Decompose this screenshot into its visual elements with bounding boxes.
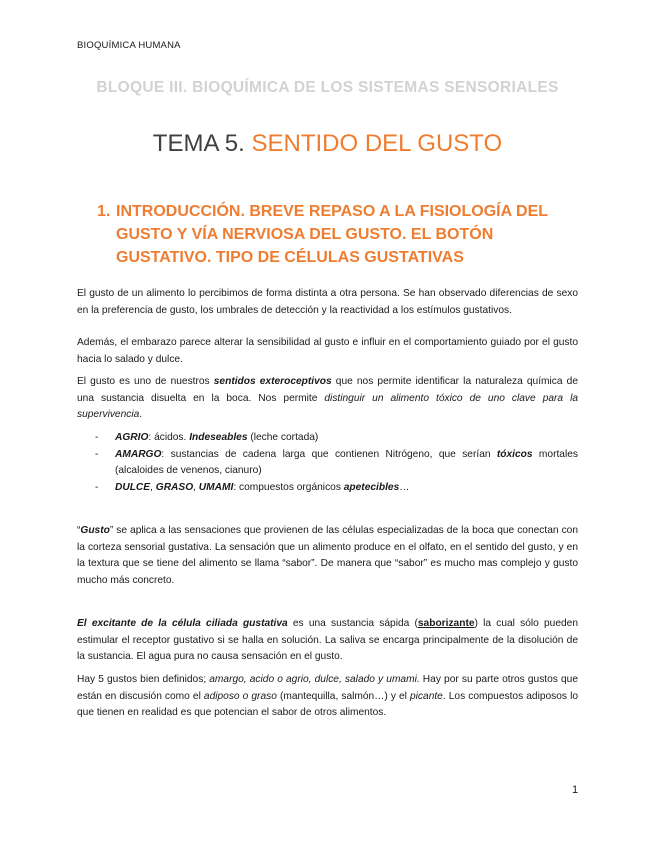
paragraph-4 xyxy=(77,523,578,589)
list-item xyxy=(95,447,578,480)
bullet-dash: - xyxy=(95,448,99,460)
p6-text-c: Hay por su parte otros gustos que están en discusión como el xyxy=(77,674,579,702)
p6-text-a: Hay 5 gustos bien definidos; xyxy=(77,674,210,685)
p5-excitante: El excitante de la célula ciliada gustativa xyxy=(77,618,288,629)
p5-text-d: ) la cual sólo pueden estimular el receptor gustativo si se halla en solución. La saliva se encarga principalmente de la disolución de la sustancia. El agua pura no causa sensación en el gusto. xyxy=(77,618,578,662)
p3-text-c: que nos permite identificar la naturaleza química de una sustancia disuelta en la boca. Nos permite xyxy=(77,376,578,404)
b3-graso: GRASO xyxy=(155,481,194,493)
block-title: BLOQUE III. BIOQUÍMICA DE LOS SISTEMAS SENSORIALES xyxy=(96,79,559,96)
p4-open-quote: “ xyxy=(77,525,81,536)
p5-text-b: es una sustancia sápida ( xyxy=(287,618,418,629)
b3-ellipsis: … xyxy=(399,481,410,493)
bullet-dash: - xyxy=(95,481,99,493)
p6-adiposo: adiposo o graso xyxy=(203,690,277,702)
p5-saborizante: saborizante xyxy=(417,618,475,629)
b3-text: : compuestos orgánicos xyxy=(233,481,344,493)
section-title: INTRODUCCIÓN. BREVE REPASO A LA FISIOLOGÍA DEL GUSTO Y VÍA NERVIOSA DEL GUSTO. EL BOTÓN GUSTATIVO. TIPO DE CÉLULAS GUSTATIVAS xyxy=(116,203,548,266)
running-header: BIOQUÍMICA HUMANA xyxy=(77,40,181,51)
tema-name: SENTIDO DEL GUSTO xyxy=(251,130,503,157)
section-heading xyxy=(97,200,567,269)
b1-text: : ácidos. xyxy=(148,432,190,443)
section-number: 1. xyxy=(97,203,111,220)
p3-text-e: . xyxy=(139,409,143,420)
p6-list-tastes: amargo, acido o agrio, dulce, salado y umami. xyxy=(209,674,420,685)
p3-text-a: El gusto es uno de nuestros xyxy=(77,376,214,387)
p3-emphasis-sentidos: sentidos exteroceptivos xyxy=(213,376,332,387)
b2-toxicos: tóxicos xyxy=(496,448,533,460)
b2-text: : sustancias de cadena larga que contienen Nitrógeno, que serían xyxy=(161,448,497,460)
b3-sep-2: , xyxy=(193,481,199,493)
b1-agrio: AGRIO xyxy=(115,432,149,443)
bullet-dash: - xyxy=(95,432,99,443)
b1-text-end: (leche cortada) xyxy=(247,432,319,443)
page-number: 1 xyxy=(572,784,579,796)
paragraph-1: El gusto de un alimento lo percibimos de forma distinta a otra persona. Se han observado diferencias de sexo en la preferencia de gusto, los umbrales de detección y la reactividad a los estímulos gustativos. xyxy=(77,288,578,316)
list-item xyxy=(95,480,578,497)
tema-title xyxy=(0,130,655,158)
b1-indeseables: Indeseables xyxy=(189,432,248,443)
paragraph-5 xyxy=(77,616,578,666)
p6-picante: picante xyxy=(410,690,443,702)
b3-umami: UMAMI xyxy=(198,481,234,493)
tema-prefix: TEMA 5. xyxy=(152,130,252,157)
b2-text-end: mortales (alcaloides de venenos, cianuro) xyxy=(115,448,578,476)
b3-apetecibles: apetecibles xyxy=(343,481,400,493)
paragraph-6 xyxy=(77,672,578,722)
paragraph-3 xyxy=(77,374,578,424)
p6-text-g: . Los compuestos adiposos lo que tienen en realidad es que potencian el sabor de otros alimentos. xyxy=(77,690,579,718)
p3-emphasis-distinguir: distinguir un alimento tóxico de uno clave para la supervivencia xyxy=(77,392,579,420)
paragraph-2: Además, el embarazo parece alterar la sensibilidad al gusto e influir en el comportamiento guiado por el gusto hacia lo salado y dulce. xyxy=(77,337,578,365)
p4-gusto: Gusto xyxy=(80,525,110,536)
p4-text: ” se aplica a las sensaciones que provienen de las células especializadas de la boca que conectan con la corteza sensorial gustativa. La sensación que un alimento produce en el olfato, en el sentido del gusto, y en la textura que se tiene del alimento se llama “sabor”. De manera que “sabor” es mucho mas complejo y gusto mucho más concreto. xyxy=(77,525,578,586)
b3-dulce: DULCE xyxy=(115,481,151,493)
b3-sep-1: , xyxy=(150,481,156,493)
taste-list xyxy=(95,430,578,496)
list-item xyxy=(95,430,578,447)
b2-amargo: AMARGO xyxy=(115,448,162,460)
p6-text-e: (mantequilla, salmón…) y el xyxy=(276,690,410,702)
